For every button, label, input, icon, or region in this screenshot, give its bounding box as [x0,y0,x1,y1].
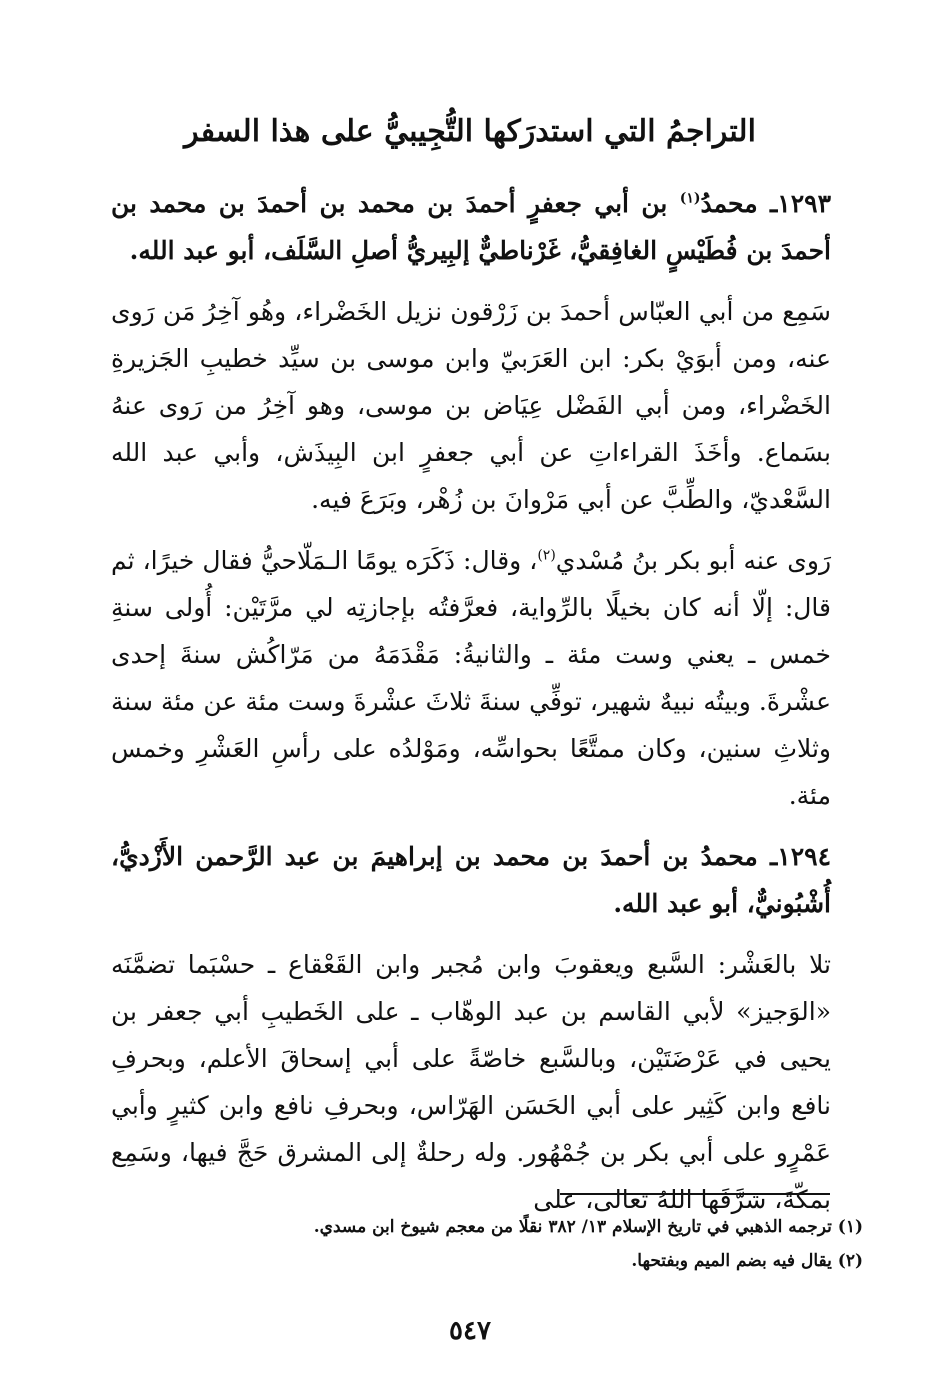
entry-1293-paragraph-1: سَمِع من أبي العبّاس أحمدَ بن زَرْقون نزيل الخَضْراء، وهُو آخِرُ مَن رَوى عنه، ومن أبوَيْ بكر: ابن العَرَبيّ وابن موسى بن سيِّد خطيبِ الجَزيرةِ الخَضْراء، ومن أبي الفَضْل عِيَاض بن موسى، وهو آخِرُ من رَوى عنهُ بسَماع. وأخَذَ القراءاتِ عن أبي جعفرٍ ابن البِيذَش، وأبي عبد الله السَّعْديّ، والطِّبَّ عن أبي مَرْوانَ بن زُهْر، وبَرَعَ فيه. [111,297,831,514]
footnote-ref-2: (٢) [537,547,556,564]
entry-heading-1293-rest: بن أبي جعفرٍ أحمدَ بن محمد بن أحمدَ بن محمد بن أحمدَ بن فُطَيْسٍ الغافِقيُّ، غَرْناطيٌّ إلبِيريُّ أصلِ السَّلَف، أبو عبد الله. [111,189,831,265]
entry-1294-paragraph-1: تلا بالعَشْر: السَّبع ويعقوبَ وابن مُجبر وابن القَعْقاع ـ حسْبَما تضمَّنَه «الوَجيز» لأبي القاسم بن عبد الوهّاب ـ على الخَطيبِ أبي جعفر بن يحيى في عَرْضَتَيْن، وبالسَّبع خاصّةً على أبي إسحاقَ الأعلم، وبحرفِ نافع وابن كَثِير على أبي الحَسَن الهَرّاس، وبحرفِ نافع وابن كثيرٍ وأبي عَمْرٍو على أبي بكر بن جُمْهُور. وله رحلةٌ إلى المشرق حَجَّ فيها، وسَمِع بمكّةَ، شرَّفَها اللهُ تعالى، على [111,950,831,1214]
footnote-ref-1: (١) [679,190,701,207]
page-title: التراجمُ التي استدرَكها التُّجِيبيُّ على هذا السفر [184,114,756,149]
main-text [111,180,831,1237]
footnote-2: (٢) يقال فيه بضم الميم وبفتحها. [631,1251,863,1271]
footnote-1: (١) ترجمه الذهبي في تاريخ الإسلام ١٣/ ٣٨٢ نقلًا من معجم شيوخ ابن مسدي. [313,1217,863,1237]
entry-1293-paragraph-2-rest: ، وقال: ذَكَرَه يومًا الـمَلّاحيُّ فقال خيرًا، ثم قال: إلّا أنه كان بخيلًا بالرِّواية، فعرَّفتُه بإجازتِه لي مرَّتَيْن: أُولى سنةِ خمس ـ يعني وست مئة ـ والثانيةُ: مَقْدَمَهُ من مَرّاكُش سنةَ إحدى عشْرةَ. وبيتُه نبيهٌ شهير، توفِّي سنةَ ثلاثَ عشْرةَ وست مئة عن مئة سنة وثلاثِ سنين، وكان ممتَّعًا بحواسِّه، ومَوْلدُه على رأسِ العَشْرِ وخمس مئة. [111,546,831,810]
entry-1293-paragraph-2-start: رَوى عنه أبو بكر بنُ مُسْدي [555,546,832,575]
entry-heading-1293 [111,180,831,274]
page-number: ٥٤٧ [449,1316,491,1346]
footnote-divider [560,1193,830,1195]
entry-heading-1294: ١٢٩٤ـ محمدُ بن أحمدَ بن محمد بن إبراهيمَ بن عبد الرَّحمن الأَزْديُّ، أُشْبُونيٌّ، أبو عبد الله. [111,842,831,918]
footnotes [123,1210,863,1278]
entry-1293-paragraph-2 [111,537,831,819]
entry-heading-1293-start: ١٢٩٣ـ محمدُ [700,189,831,218]
